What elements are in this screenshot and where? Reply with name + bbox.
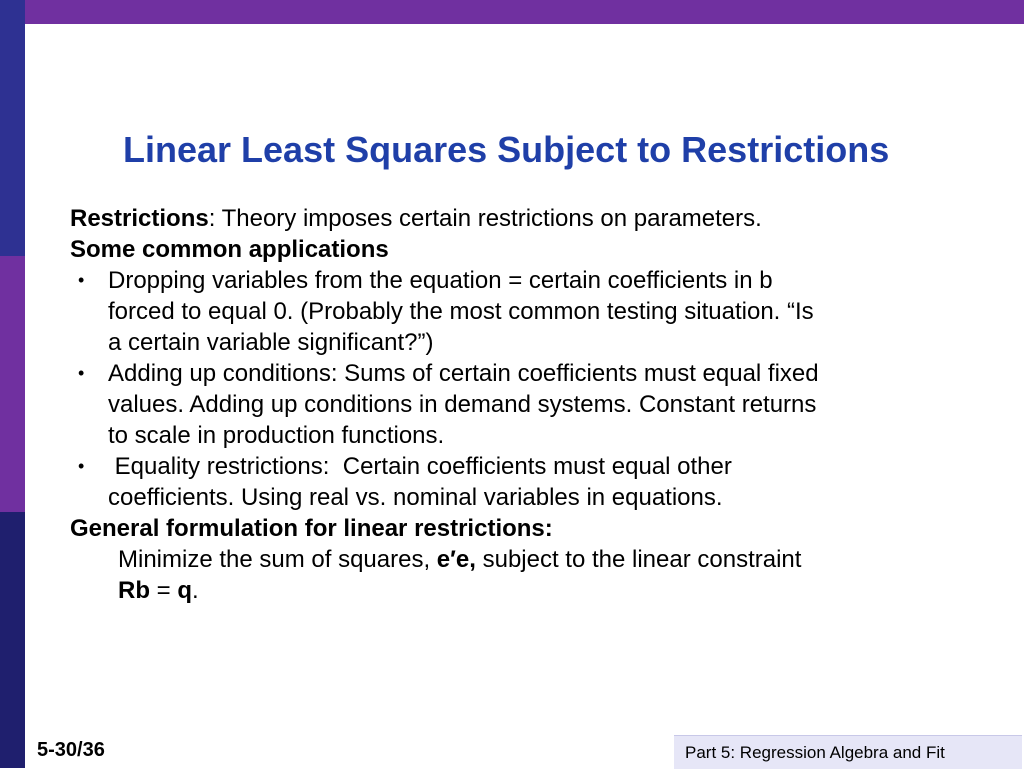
constraint-line	[70, 575, 980, 606]
restrictions-line	[70, 203, 980, 234]
bullet-line: to scale in production functions.	[108, 422, 445, 449]
footer-part-box	[674, 735, 1022, 769]
bullet-icon: •	[78, 270, 85, 290]
bullet-line: Adding up conditions: Sums of certain coefficients must equal fixed	[108, 360, 819, 387]
bullet-line: a certain variable significant?”)	[108, 329, 434, 356]
ee-symbol: e′e,	[436, 546, 476, 573]
bullet-item	[70, 451, 980, 513]
slide-title: Linear Least Squares Subject to Restrictions	[123, 129, 890, 170]
bullet-line: Dropping variables from the equation = certain coefficients in b	[108, 267, 773, 294]
bullet-line: values. Adding up conditions in demand systems. Constant returns	[108, 391, 817, 418]
bullet-item	[70, 265, 980, 358]
constraint-equals: =	[150, 577, 178, 604]
top-accent-bar	[0, 0, 1024, 24]
bullet-line: Equality restrictions: Certain coefficients must equal other	[108, 453, 732, 480]
minimize-prefix: Minimize the sum of squares,	[118, 546, 437, 573]
bullet-line: forced to equal 0. (Probably the most common testing situation. “Is	[108, 298, 814, 325]
side-accent-bar-bottom	[0, 512, 25, 768]
side-accent-bar-top	[0, 0, 25, 256]
bullet-icon: •	[78, 456, 85, 476]
bullet-line: coefficients. Using real vs. nominal variables in equations.	[108, 484, 723, 511]
page-number: 5-30/36	[37, 739, 105, 761]
applications-heading: Some common applications	[70, 236, 389, 263]
constraint-period: .	[192, 577, 199, 604]
bullet-icon: •	[78, 363, 85, 383]
restrictions-label: Restrictions	[70, 205, 209, 232]
slide-body	[70, 203, 980, 606]
bullet-item	[70, 358, 980, 451]
restrictions-text: : Theory imposes certain restrictions on parameters.	[208, 205, 762, 232]
constraint-rb: Rb	[118, 577, 150, 604]
minimize-suffix: subject to the linear constraint	[475, 546, 802, 573]
constraint-q: q	[177, 577, 193, 604]
minimize-line	[70, 544, 980, 575]
side-accent-bar-middle	[0, 256, 25, 512]
general-formulation-heading: General formulation for linear restrictions:	[70, 515, 553, 542]
footer-part-label: Part 5: Regression Algebra and Fit	[685, 743, 945, 762]
